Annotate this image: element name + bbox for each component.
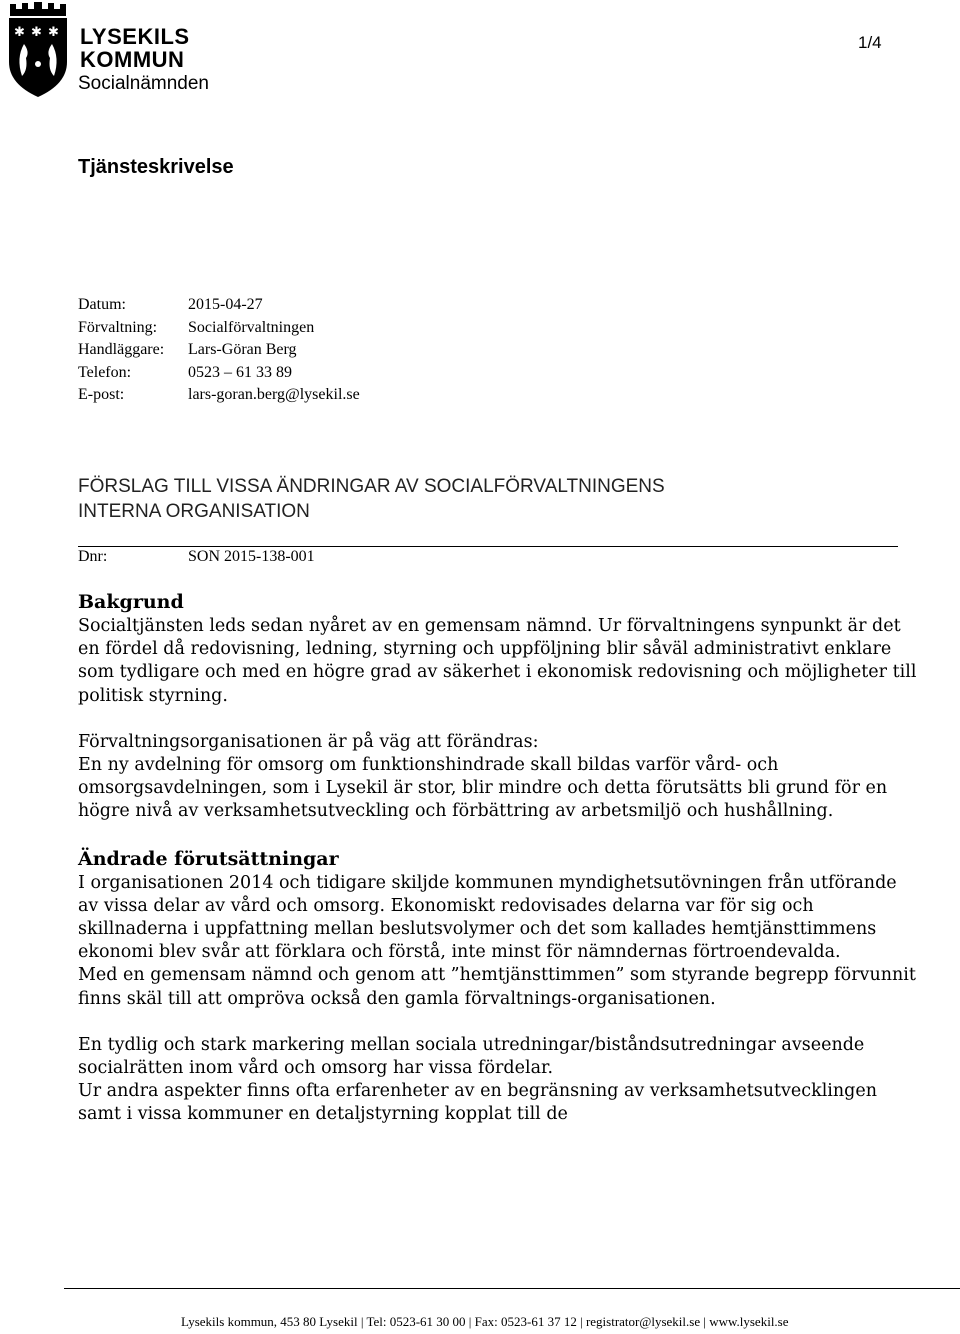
municipality-coat-of-arms-logo xyxy=(4,0,72,100)
meta-row-phone xyxy=(78,362,360,385)
paragraph: En ny avdelning för omsorg om funktionshindrade skall bildas varför vård- och omsorgsavdelningen, som i Lysekil är stor, blir mindre och detta förutsätts bli grund för en högre nivå av verksamhetsutveckling och förbättring av arbetsmiljö och hushållning. xyxy=(78,755,888,822)
svg-text:✱: ✱ xyxy=(48,25,59,40)
paragraph: Förvaltningsorganisationen är på väg att förändras: xyxy=(78,731,539,752)
meta-row-date xyxy=(78,294,360,317)
document-metadata xyxy=(78,294,360,407)
svg-text:✱: ✱ xyxy=(14,25,25,40)
brand-line-2: KOMMUN xyxy=(80,47,185,72)
dnr-label: Dnr: xyxy=(78,548,108,565)
meta-value: 0523 – 61 33 89 xyxy=(188,363,292,381)
meta-value: Lars-Göran Berg xyxy=(188,341,297,358)
meta-value: lars-goran.berg@lysekil.se xyxy=(188,386,360,403)
brand-line-1: LYSEKILS xyxy=(80,24,190,49)
meta-label: Förvaltning: xyxy=(78,318,158,336)
footer-contact-info: Lysekils kommun, 453 80 Lysekil | Tel: 0523-61 30 00 | Fax: 0523-61 37 12 | registrator@lysekil.se | www.lysekil.se xyxy=(181,1314,789,1329)
meta-label: Telefon: xyxy=(78,363,132,381)
document-subject xyxy=(78,474,665,524)
paragraph: I organisationen 2014 och tidigare skiljde kommunen myndighetsutövningen från utförande av vissa delar av vård och omsorg. Ekonomiskt redovisades delarna var för sig och skillnaderna i uppfattning mellan beslutsvolymer och det som kallades hemtjänsttimmens ekonomi blev svår att förklara och förstå, inte minst för nämndernas förtroendevalda. xyxy=(78,872,897,963)
paragraph: Ur andra aspekter finns ofta erfarenheter av en begränsning av verksamhetsutvecklingen samt i vissa kommuner en detaljstyrning kopplat till de xyxy=(78,1081,877,1125)
meta-label: E-post: xyxy=(78,386,125,403)
subject-divider xyxy=(78,546,898,547)
svg-text:✱: ✱ xyxy=(31,25,42,40)
meta-label: Datum: xyxy=(78,296,126,313)
meta-row-department xyxy=(78,317,360,340)
paragraph: En tydlig och stark markering mellan sociala utredningar/biståndsutredningar avseende socialrätten inom vård och omsorg har vissa fördelar. xyxy=(78,1034,865,1079)
document-body xyxy=(78,590,918,1127)
footer-divider xyxy=(64,1288,960,1289)
document-type-title: Tjänsteskrivelse xyxy=(78,156,234,178)
section-heading-bakgrund: Bakgrund xyxy=(78,591,184,613)
diary-number xyxy=(78,548,315,566)
meta-value: Socialförvaltningen xyxy=(188,318,315,336)
dnr-value: SON 2015-138-001 xyxy=(188,548,315,565)
section-heading-andrade: Ändrade förutsättningar xyxy=(78,847,339,870)
department-name: Socialnämnden xyxy=(78,73,209,94)
paragraph: Med en gemensam nämnd och genom att ”hemtjänsttimmen” som styrande begrepp förvunnit finns skäl till att ompröva också den gamla förvaltnings-organisationen. xyxy=(78,965,916,1009)
subject-line-2: INTERNA ORGANISATION xyxy=(78,501,310,522)
meta-value: 2015-04-27 xyxy=(188,296,263,313)
meta-label: Handläggare: xyxy=(78,341,165,358)
meta-row-handler xyxy=(78,339,360,362)
page-number: 1/4 xyxy=(858,33,882,52)
subject-line-1: FÖRSLAG TILL VISSA ÄNDRINGAR AV SOCIALFÖRVALTNINGENS xyxy=(78,476,665,497)
meta-row-email xyxy=(78,384,360,407)
municipality-brand xyxy=(80,26,190,71)
paragraph: Socialtjänsten leds sedan nyåret av en gemensam nämnd. Ur förvaltningens synpunkt är det en fördel då redovisning, ledning, styrning och uppföljning blir såväl administrativt enklare som tydligare och med en högre grad av säkerhet i ekonomisk redovisning och möjligheter till politisk styrning. xyxy=(78,616,917,706)
